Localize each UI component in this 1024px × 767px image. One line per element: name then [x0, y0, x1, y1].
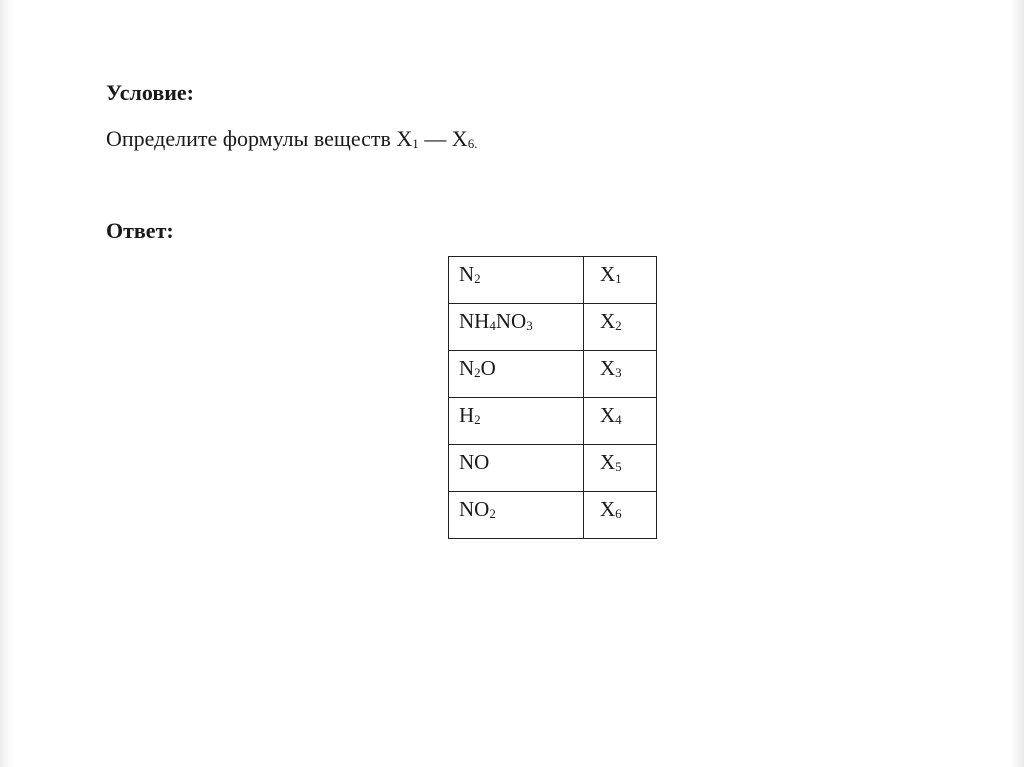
label-cell	[584, 351, 657, 398]
table-row	[449, 257, 657, 304]
label-cell	[584, 257, 657, 304]
task-first-subscript: 1	[412, 136, 419, 151]
table-row	[449, 492, 657, 539]
label-cell	[584, 304, 657, 351]
label-text: X	[600, 450, 616, 474]
substance-cell	[449, 445, 584, 492]
label-cell	[584, 492, 657, 539]
formula-text: NH	[459, 309, 490, 333]
label-subscript: 6	[615, 506, 622, 521]
label-text: X	[600, 262, 616, 286]
formula-text: NO	[459, 450, 490, 474]
label-text: X	[600, 497, 616, 521]
table-row	[449, 351, 657, 398]
substance-cell	[449, 492, 584, 539]
label-subscript: 5	[615, 459, 622, 474]
formula-subscript: 2	[474, 412, 481, 427]
task-text-prefix: Определите формулы веществ X	[106, 126, 413, 151]
task-dash: — X	[418, 126, 468, 151]
label-subscript: 4	[615, 412, 622, 427]
formula-subscript: 2	[489, 506, 496, 521]
task-text	[106, 126, 477, 157]
formula-text: O	[480, 356, 496, 380]
substance-cell	[449, 398, 584, 445]
label-cell	[584, 398, 657, 445]
table-row	[449, 304, 657, 351]
formula-subscript: 4	[489, 318, 496, 333]
substance-cell	[449, 304, 584, 351]
label-text: X	[600, 309, 616, 333]
label-cell	[584, 445, 657, 492]
answer-table	[448, 256, 657, 539]
formula-text: NO	[459, 497, 490, 521]
formula-subscript: 2	[474, 365, 481, 380]
formula-text: N	[459, 262, 475, 286]
table-row	[449, 398, 657, 445]
label-subscript: 2	[615, 318, 622, 333]
condition-heading: Условие:	[106, 80, 194, 105]
substance-cell	[449, 257, 584, 304]
task-last-subscript: 6.	[467, 136, 478, 151]
formula-subscript: 3	[526, 318, 533, 333]
formula-text: H	[459, 403, 475, 427]
formula-text: NO	[495, 309, 527, 333]
formula-subscript: 2	[474, 271, 481, 286]
formula-text: N	[459, 356, 475, 380]
label-subscript: 3	[615, 365, 622, 380]
substance-cell	[449, 351, 584, 398]
table-row	[449, 445, 657, 492]
answer-heading: Ответ:	[106, 218, 174, 243]
label-text: X	[600, 403, 616, 427]
label-subscript: 1	[615, 271, 622, 286]
label-text: X	[600, 356, 616, 380]
